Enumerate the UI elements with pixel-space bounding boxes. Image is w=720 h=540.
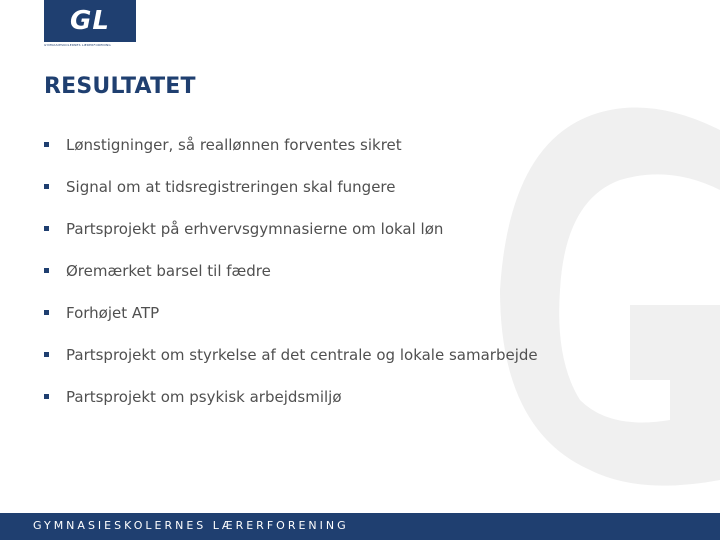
square-bullet-icon — [44, 226, 49, 231]
square-bullet-icon — [44, 184, 49, 189]
gl-logo — [44, 0, 136, 48]
bullet-item — [44, 134, 538, 155]
square-bullet-icon — [44, 352, 49, 357]
bullet-text: Signal om at tidsregistreringen skal fungere — [66, 177, 396, 196]
bullet-item — [44, 344, 538, 365]
bullet-item — [44, 260, 538, 281]
footer-bar — [0, 513, 720, 540]
square-bullet-icon — [44, 310, 49, 315]
square-bullet-icon — [44, 394, 49, 399]
bullet-text: Øremærket barsel til fædre — [66, 261, 271, 280]
bullet-list — [44, 134, 538, 428]
logo-badge — [44, 0, 136, 42]
square-bullet-icon — [44, 268, 49, 273]
footer-text: GYMNASIESKOLERNES LÆRERFORENING — [33, 519, 349, 532]
slide-title: RESULTATET — [44, 74, 196, 99]
bullet-text: Partsprojekt om psykisk arbejdsmiljø — [66, 387, 342, 406]
bullet-text: Forhøjet ATP — [66, 303, 160, 322]
bullet-item — [44, 386, 538, 407]
square-bullet-icon — [44, 142, 49, 147]
bullet-item — [44, 218, 538, 239]
bullet-item — [44, 302, 538, 323]
logo-subtitle: GYMNASIESKOLERNES LÆRERFORENING — [44, 43, 111, 47]
bullet-text: Partsprojekt på erhvervsgymnasierne om lokal løn — [66, 219, 444, 238]
bullet-text: Lønstigninger, så reallønnen forventes sikret — [66, 135, 402, 154]
bullet-text: Partsprojekt om styrkelse af det centrale og lokale samarbejde — [66, 345, 538, 364]
bullet-item — [44, 176, 538, 197]
logo-text: GL — [70, 6, 110, 36]
